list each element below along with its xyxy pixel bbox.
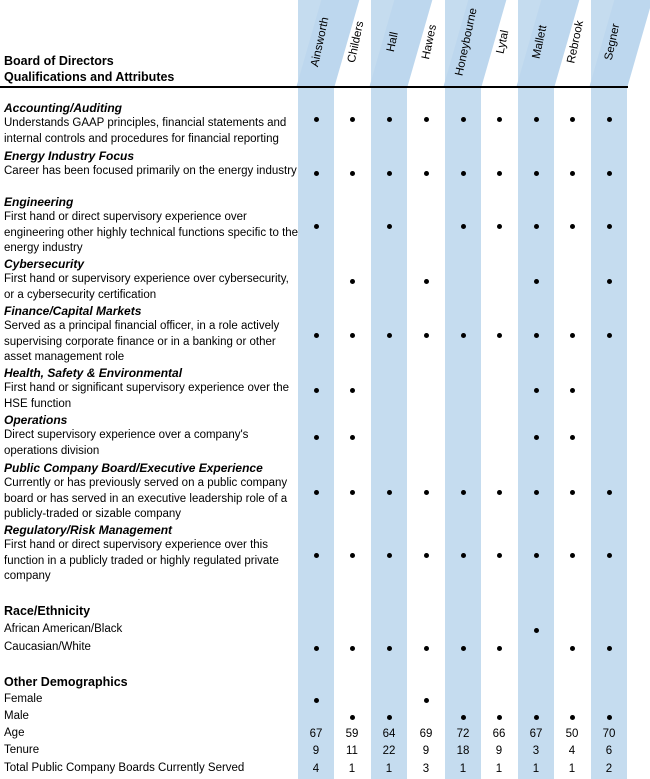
numeric-cell-honeybourne: 1 [459, 763, 467, 775]
qualification-mark-honeybourne [461, 490, 466, 495]
page-title [4, 53, 174, 85]
qualification-mark-hall [387, 224, 392, 229]
demographic-row-label: Male [4, 710, 29, 722]
numeric-cell-hawes: 3 [422, 763, 430, 775]
qualification-title: Health, Safety & Environmental [4, 366, 183, 380]
demographic-mark-hawes [424, 698, 429, 703]
qualification-mark-lytal [497, 171, 502, 176]
qualification-description: First hand or supervisory experience over cybersecurity, or a cybersecurity certification [4, 273, 289, 301]
qualification-mark-mallett [534, 490, 539, 495]
qualification-mark-segner [607, 171, 612, 176]
numeric-cell-hall: 64 [382, 728, 396, 740]
qualification-mark-ainsworth [314, 388, 319, 393]
qualification-mark-rebrook [570, 224, 575, 229]
numeric-cell-rebrook: 50 [565, 728, 579, 740]
qualification-mark-childers [350, 333, 355, 338]
race-mark-lytal [497, 646, 502, 651]
qualification-description: Understands GAAP principles, financial statements and internal controls and procedures for financial reporting [4, 117, 287, 145]
qualification-mark-hall [387, 553, 392, 558]
race-row-label: African American/Black [4, 623, 123, 635]
qualification-mark-hall [387, 333, 392, 338]
race-mark-rebrook [570, 646, 575, 651]
numeric-row-label: Age [4, 727, 25, 739]
numeric-cell-ainsworth: 67 [309, 728, 323, 740]
demographics-heading: Other Demographics [4, 675, 128, 689]
qualification-title: Engineering [4, 195, 74, 209]
qualification-mark-hawes [424, 117, 429, 122]
numeric-row-label: Total Public Company Boards Currently Served [4, 762, 245, 774]
demographic-row-label: Female [4, 693, 43, 705]
qualification-mark-segner [607, 224, 612, 229]
numeric-cell-segner: 70 [602, 728, 616, 740]
qualification-mark-rebrook [570, 171, 575, 176]
qualification-description: Currently or has previously served on a public company board or has served in an executive leadership role of a publicly-traded or sizable company [4, 477, 288, 520]
qualification-mark-childers [350, 553, 355, 558]
qualification-mark-mallett [534, 171, 539, 176]
qualification-mark-lytal [497, 117, 502, 122]
qualification-mark-segner [607, 553, 612, 558]
qualification-mark-segner [607, 490, 612, 495]
qualification-title: Accounting/Auditing [4, 101, 122, 115]
demographic-mark-lytal [497, 715, 502, 720]
qualification-mark-honeybourne [461, 224, 466, 229]
race-mark-ainsworth [314, 646, 319, 651]
numeric-row-label: Tenure [4, 744, 40, 756]
numeric-cell-rebrook: 4 [568, 745, 576, 757]
qualification-mark-rebrook [570, 490, 575, 495]
qualification-mark-rebrook [570, 553, 575, 558]
race-mark-hall [387, 646, 392, 651]
qualification-description: First hand or significant supervisory experience over the HSE function [4, 382, 290, 410]
qualification-mark-rebrook [570, 117, 575, 122]
qualification-mark-ainsworth [314, 117, 319, 122]
qualification-description: Direct supervisory experience over a company's operations division [4, 429, 249, 457]
qualification-mark-ainsworth [314, 333, 319, 338]
qualification-mark-segner [607, 117, 612, 122]
race-row-label: Caucasian/White [4, 641, 91, 653]
title-line-2: Qualifications and Attributes [4, 70, 175, 84]
qualification-mark-ainsworth [314, 553, 319, 558]
numeric-cell-hall: 1 [385, 763, 393, 775]
qualification-mark-ainsworth [314, 490, 319, 495]
qualification-mark-rebrook [570, 388, 575, 393]
qualification-mark-mallett [534, 333, 539, 338]
director-name: Hawes [420, 23, 440, 61]
qualification-mark-mallett [534, 279, 539, 284]
qualification-mark-lytal [497, 553, 502, 558]
qualification-description: Career has been focused primarily on the energy industry [4, 165, 297, 177]
qualification-title: Regulatory/Risk Management [4, 523, 173, 537]
qualification-mark-childers [350, 117, 355, 122]
demographic-mark-childers [350, 715, 355, 720]
qualification-mark-hall [387, 490, 392, 495]
qualification-mark-honeybourne [461, 553, 466, 558]
qualification-description: First hand or direct supervisory experience over engineering other highly technical functions specific to the energy industry [4, 211, 299, 254]
qualification-title: Operations [4, 413, 68, 427]
demographic-mark-honeybourne [461, 715, 466, 720]
qualification-mark-hawes [424, 553, 429, 558]
qualification-mark-childers [350, 279, 355, 284]
qualification-mark-lytal [497, 333, 502, 338]
numeric-cell-childers: 11 [346, 745, 358, 757]
qualification-mark-mallett [534, 388, 539, 393]
qualification-mark-mallett [534, 117, 539, 122]
director-name: Lytal [494, 29, 512, 55]
column-header-childers [338, 2, 374, 82]
title-line-1: Board of Directors [4, 54, 114, 68]
director-name: Segner [603, 22, 623, 62]
race-mark-honeybourne [461, 646, 466, 651]
qualification-mark-segner [607, 279, 612, 284]
qualification-description: First hand or direct supervisory experience over this function in a publicly traded or highly regulated private company [4, 539, 279, 582]
numeric-cell-mallett: 3 [532, 745, 540, 757]
numeric-cell-mallett: 67 [529, 728, 543, 740]
numeric-cell-segner: 6 [605, 745, 613, 757]
qualification-mark-segner [607, 333, 612, 338]
numeric-cell-childers: 1 [348, 763, 356, 775]
race-heading: Race/Ethnicity [4, 604, 91, 618]
race-mark-childers [350, 646, 355, 651]
director-name: Rebrook [565, 19, 587, 65]
qualification-title: Energy Industry Focus [4, 149, 135, 163]
director-name: Mallett [530, 24, 550, 60]
header-divider [0, 86, 628, 88]
qualification-title: Public Company Board/Executive Experience [4, 461, 263, 475]
race-mark-segner [607, 646, 612, 651]
column-header-lytal [485, 2, 521, 82]
numeric-cell-honeybourne: 72 [456, 728, 470, 740]
qualification-title: Finance/Capital Markets [4, 304, 142, 318]
qualification-mark-childers [350, 490, 355, 495]
director-name: Hall [385, 31, 401, 53]
column-header-honeybourne [449, 2, 485, 82]
numeric-cell-ainsworth: 9 [312, 745, 320, 757]
qualification-mark-childers [350, 171, 355, 176]
qualification-mark-ainsworth [314, 171, 319, 176]
qualification-mark-childers [350, 388, 355, 393]
qualification-mark-rebrook [570, 435, 575, 440]
qualification-mark-ainsworth [314, 435, 319, 440]
demographic-mark-segner [607, 715, 612, 720]
qualification-mark-hawes [424, 333, 429, 338]
demographic-mark-hall [387, 715, 392, 720]
numeric-cell-honeybourne: 18 [456, 745, 470, 757]
qualification-title: Cybersecurity [4, 257, 85, 271]
qualification-mark-mallett [534, 435, 539, 440]
demographic-mark-rebrook [570, 715, 575, 720]
qualification-mark-ainsworth [314, 224, 319, 229]
qualification-mark-hawes [424, 490, 429, 495]
numeric-cell-lytal: 9 [495, 745, 503, 757]
numeric-cell-hawes: 9 [422, 745, 430, 757]
numeric-cell-segner: 2 [605, 763, 613, 775]
qualification-mark-mallett [534, 224, 539, 229]
qualification-mark-honeybourne [461, 171, 466, 176]
race-mark-hawes [424, 646, 429, 651]
qualification-mark-honeybourne [461, 117, 466, 122]
numeric-cell-rebrook: 1 [568, 763, 576, 775]
column-header-mallett [522, 2, 558, 82]
column-header-segner [595, 2, 631, 82]
qualification-mark-hall [387, 117, 392, 122]
qualification-mark-lytal [497, 224, 502, 229]
column-header-rebrook [558, 2, 594, 82]
numeric-cell-lytal: 1 [495, 763, 503, 775]
column-header-ainsworth [302, 2, 338, 82]
qualification-mark-rebrook [570, 333, 575, 338]
numeric-cell-childers: 59 [345, 728, 359, 740]
column-header-hawes [412, 2, 448, 82]
qualification-mark-hawes [424, 171, 429, 176]
race-mark-mallett [534, 628, 539, 633]
qualification-mark-hall [387, 171, 392, 176]
numeric-cell-mallett: 1 [532, 763, 540, 775]
director-name: Childers [345, 20, 367, 64]
director-name: Honeybourne [453, 6, 481, 78]
qualification-description: Served as a principal financial officer, in a role actively supervising corporate finance or in a banking or other asset management role [4, 320, 280, 363]
director-name: Ainsworth [308, 16, 332, 68]
numeric-cell-hall: 22 [382, 745, 396, 757]
column-header-hall [375, 2, 411, 82]
demographic-mark-ainsworth [314, 698, 319, 703]
qualification-mark-childers [350, 435, 355, 440]
numeric-cell-lytal: 66 [492, 728, 506, 740]
qualification-mark-honeybourne [461, 333, 466, 338]
qualification-mark-hawes [424, 279, 429, 284]
demographic-mark-mallett [534, 715, 539, 720]
numeric-cell-ainsworth: 4 [312, 763, 320, 775]
qualification-mark-lytal [497, 490, 502, 495]
numeric-cell-hawes: 69 [419, 728, 433, 740]
qualification-mark-mallett [534, 553, 539, 558]
